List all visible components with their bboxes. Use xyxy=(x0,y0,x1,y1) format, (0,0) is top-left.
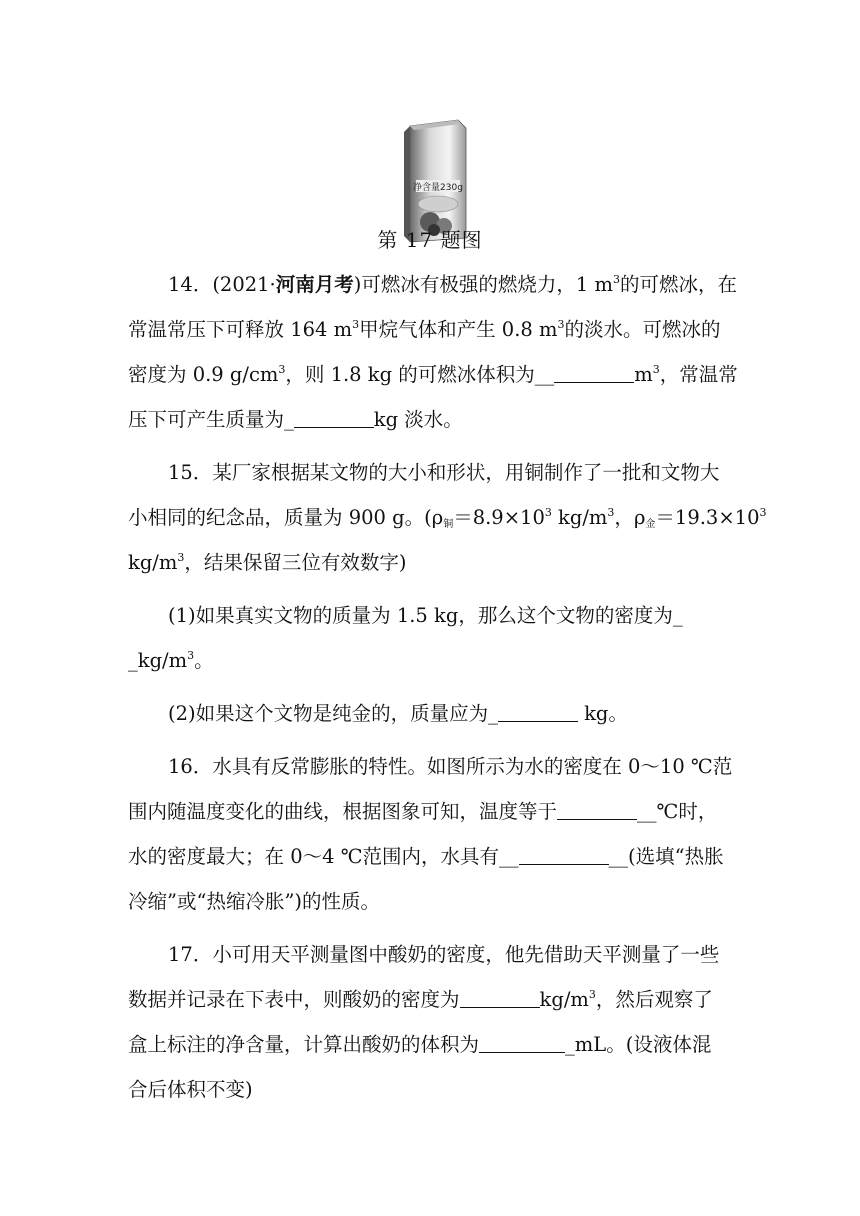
question-15: 15．某厂家根据某文物的大小和形状，用铜制作了一批和文物大 小相同的纪念品，质量为 900 g。($\rho_铜=8.9\times 10^3$ $kg/m^3$，$\rho_金=19.3\times 10^3$ $kg/m^3$，结果保留三位有效数字) xyxy=(128,461,767,574)
answer-blank-17a[interactable] xyxy=(460,987,540,1008)
answer-blank-17b[interactable] xyxy=(479,1032,565,1053)
question-14: 14．(2021·河南月考)可燃冰有极强的燃烧力，1 $m^3$的可燃冰，在 常温常压下可释放 164 $m^3$甲烷气体和产生 0.8 $m^3$的淡水。可燃冰的 密度为 0.9 $g/cm^3$，则 1.8 kg 的可燃冰体积为__ $m^3$，常温常 压下可产生质量为_ kg 淡水。 xyxy=(128,273,738,431)
answer-blank-16b[interactable] xyxy=(519,844,609,865)
question-content xyxy=(128,262,767,1120)
figure-caption: 第 17 题图 xyxy=(377,228,483,252)
source-tag: 河南月考 xyxy=(275,273,354,296)
answer-blank-14a[interactable] xyxy=(554,362,634,383)
answer-blank-16a[interactable] xyxy=(557,799,637,820)
question-15-part-2: (2)如果这个文物是纯金的，质量应为_ kg。 xyxy=(168,702,628,725)
question-16: 16．水具有反常膨胀的特性。如图所示为水的密度在 0～10 ℃范 围内随温度变化的曲线，根据图象可知，温度等于 __℃时， 水的密度最大；在 0～4 ℃范围内，水具有__ __(选填“热胀 冷缩”或“热缩冷胀”)的性质。 xyxy=(128,755,733,913)
answer-blank-14b[interactable] xyxy=(294,407,374,428)
net-content-label: 净含量230g xyxy=(413,183,463,193)
question-17: 17．小可用天平测量图中酸奶的密度，他先借助天平测量了一些 数据并记录在下表中，则酸奶的密度为 $kg/m^3$，然后观察了 盒上标注的净含量，计算出酸奶的体积为 _mL。(设液体混 合后体积不变) xyxy=(128,943,720,1101)
question-15-part-1: (1)如果真实文物的质量为 1.5 kg，那么这个文物的密度为_ $\_kg/m^3$。 xyxy=(128,604,683,672)
answer-blank-15b[interactable] xyxy=(498,701,578,722)
